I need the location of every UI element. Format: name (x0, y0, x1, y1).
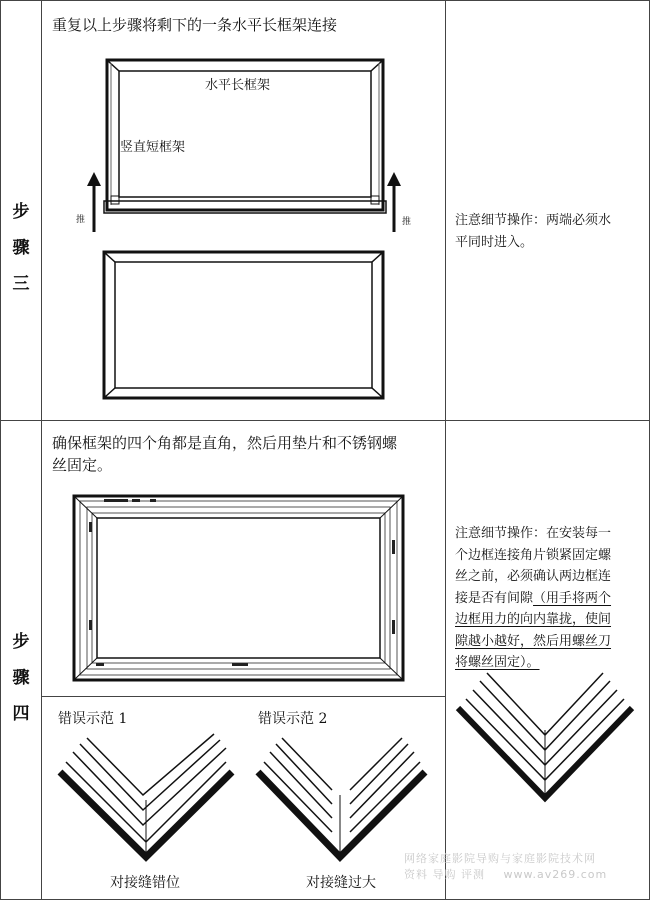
step3-label: 步 骤 三 (12, 202, 30, 294)
watermark-line2: 资料 导购 评测 www.av269.com (404, 868, 608, 881)
push-label-left: 推 (76, 215, 86, 225)
wrong1-caption: 对接缝错位 (110, 875, 180, 891)
step4-instruction: 确保框架的四个角都是直角，然后用垫片和不锈钢螺 丝固定。 (52, 434, 398, 474)
wrong2-caption: 对接缝过大 (306, 875, 376, 891)
wrong2-title: 错误示范 2 (258, 711, 328, 727)
step4-label: 步 骤 四 (12, 632, 30, 724)
label-horizontal-frame: 水平长框架 (205, 78, 271, 93)
step4-note: 注意细节操作：在安装每一 个边框连接角片锁紧固定螺 丝之前，必须确认两边框连 接是否有间隙（用手将两个 边框用力的向内靠拢，使间 隙越小越好，然后用螺丝刀 将螺丝固定）。 (455, 526, 612, 670)
step3-note: 注意细节操作：两端必须水 平同时进入。 (455, 213, 612, 250)
push-label-right: 推 (402, 217, 412, 227)
watermark-line1: 网络家庭影院导购与家庭影院技术网 (404, 852, 596, 865)
label-vertical-frame: 竖直短框架 (120, 140, 186, 155)
step3-instruction: 重复以上步骤将剩下的一条水平长框架连接 (52, 16, 338, 34)
wrong1-title: 错误示范 1 (58, 711, 128, 727)
